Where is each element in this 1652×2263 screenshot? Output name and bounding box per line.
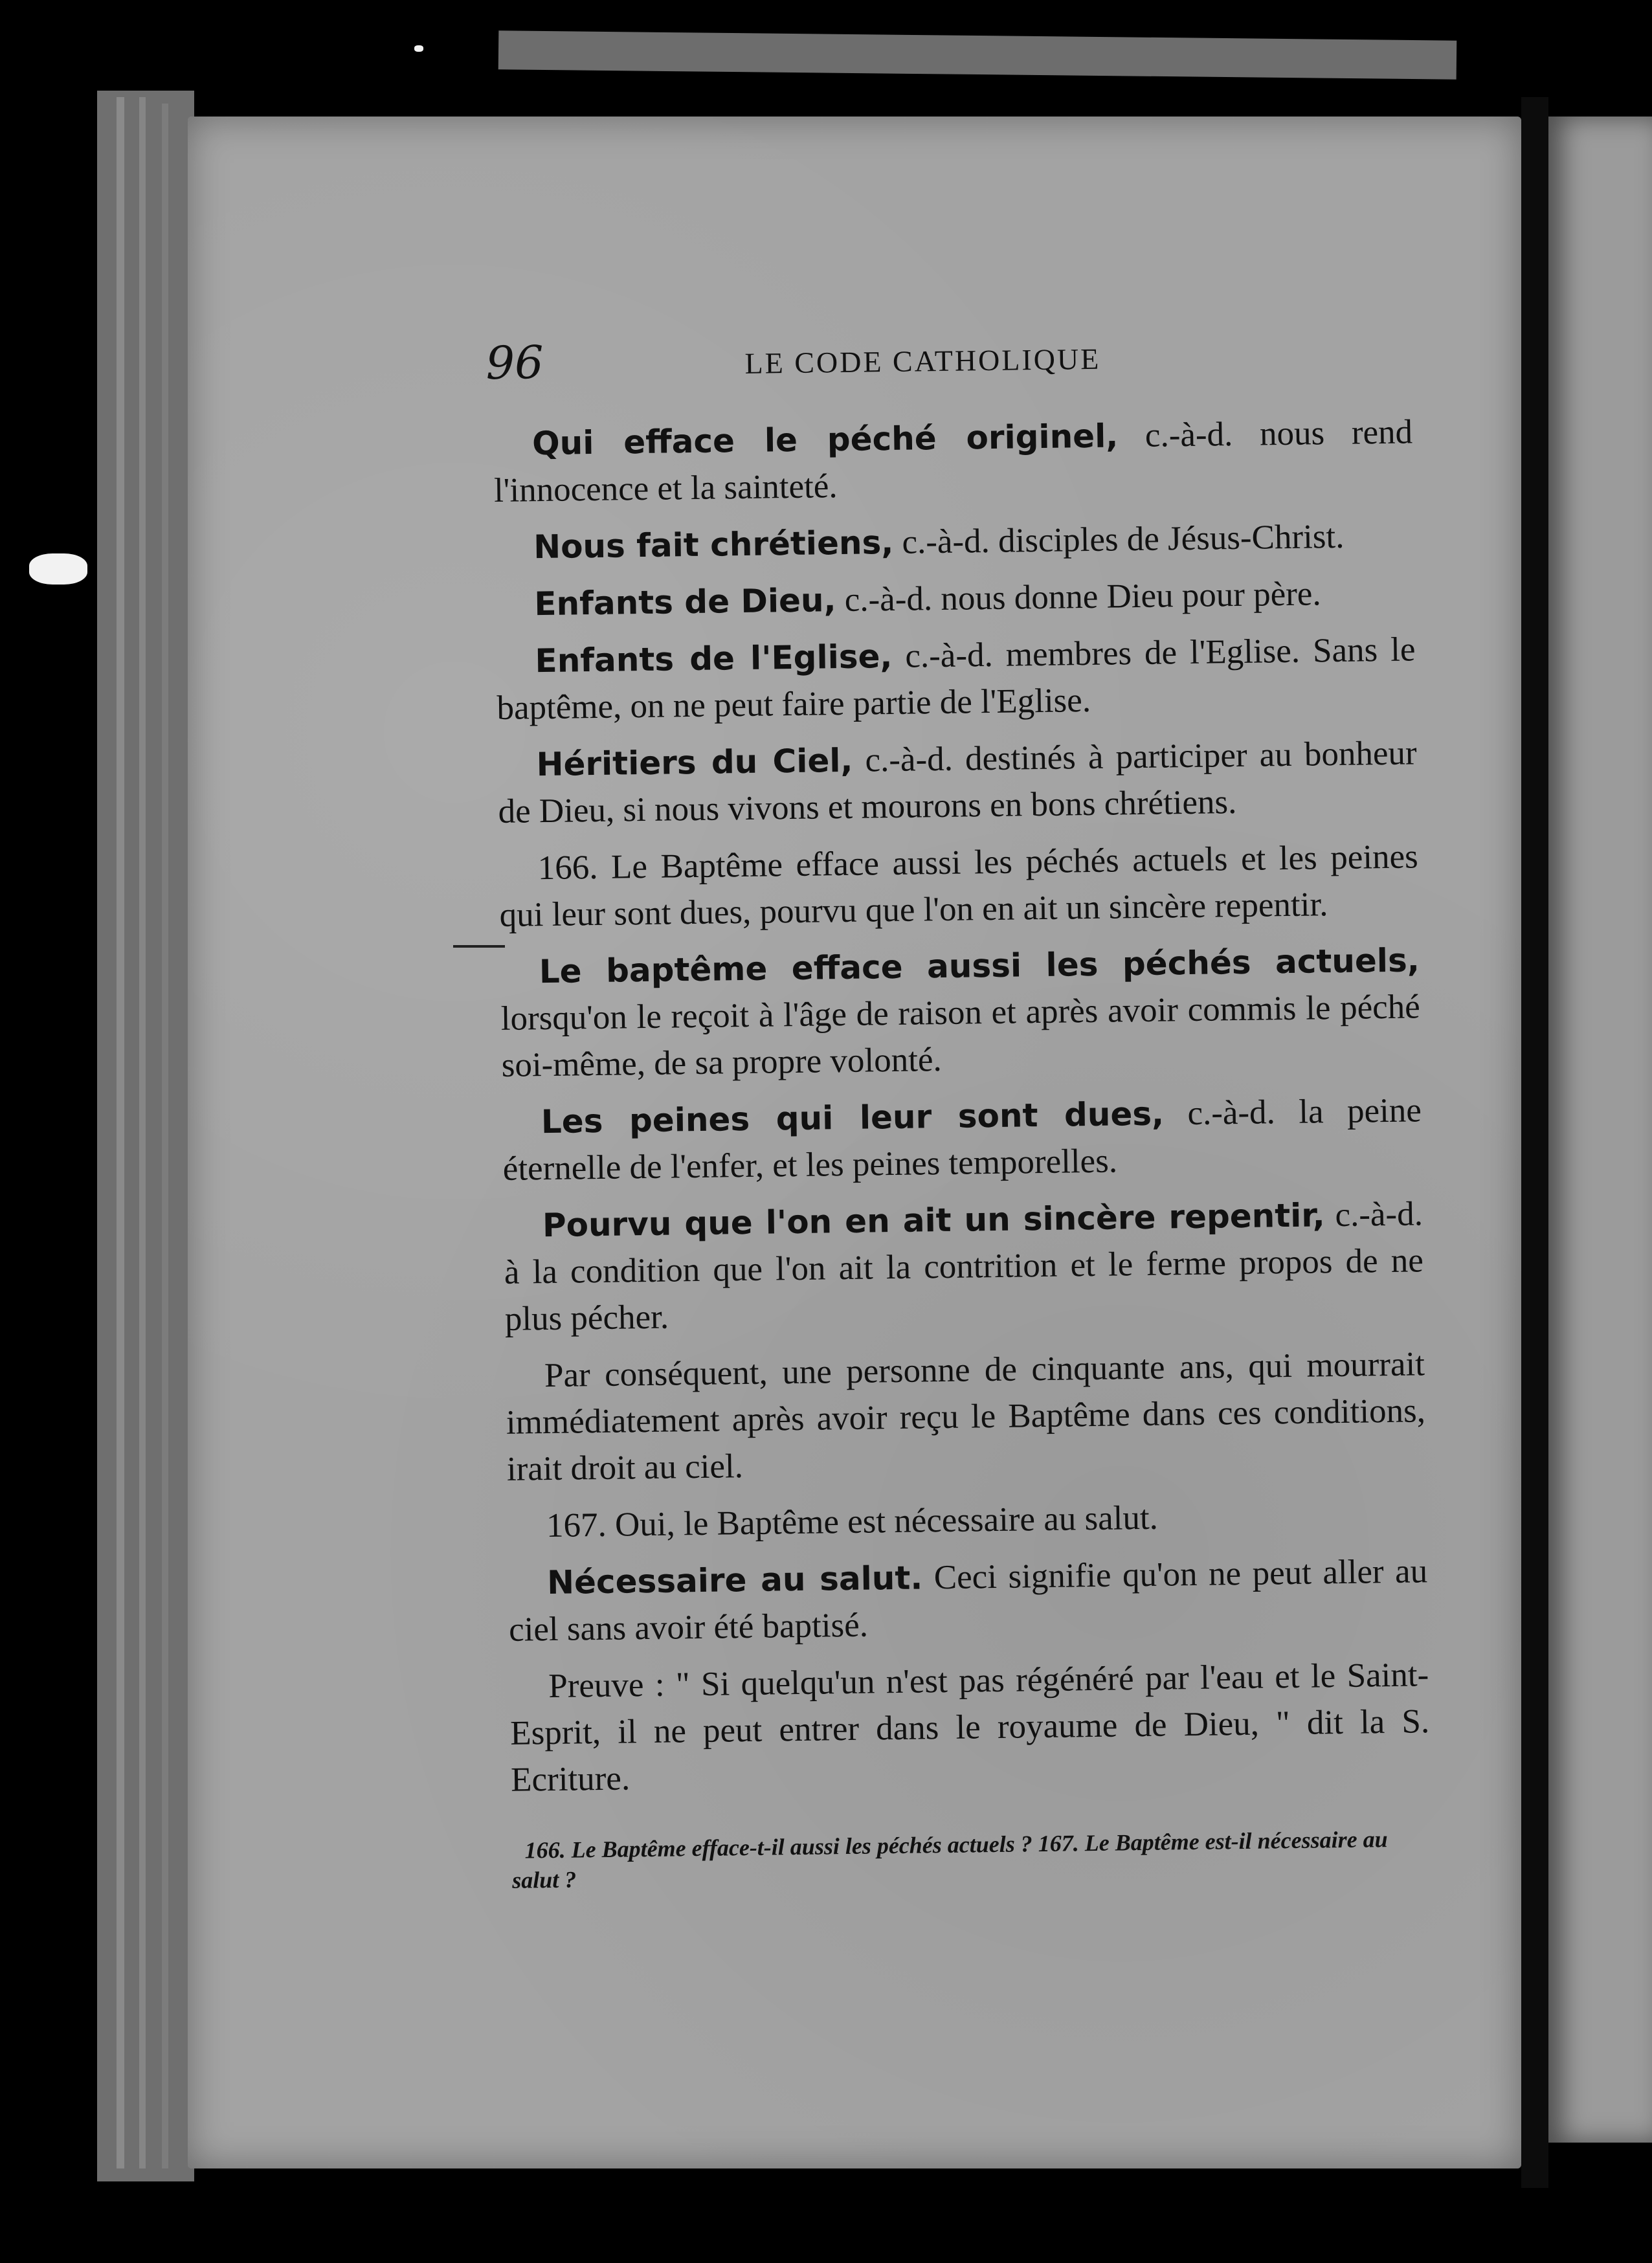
paragraph-text: c.-à-d. nous rend l'innocence et la sainteté. (493, 413, 1413, 509)
paragraph (508, 1548, 1429, 1653)
numbered-answer-166 (498, 833, 1419, 939)
paragraph-text: Par conséquent, une personne de cinquante ans, qui mourrait immédiatement après avoir reçu le Baptême dans ces conditions, irait droit au ciel. (506, 1345, 1426, 1488)
paragraph-text: c.-à-d. à la condition que l'on ait la contrition et le ferme propos de ne plus pécher. (504, 1195, 1424, 1338)
paragraph-lead: Nécessaire au salut. (546, 1559, 923, 1602)
paragraph (506, 1341, 1427, 1493)
paragraph (500, 937, 1421, 1089)
paragraph-text: Preuve : " Si quelqu'un n'est pas régénéré par l'eau et le Saint-Esprit, il ne peut entrer dans le royaume de Dieu, " dit la S. Ecriture. (509, 1656, 1430, 1799)
paragraph-text: c.-à-d. destinés à participer au bonheur de Dieu, si nous vivons et mourons en bons chrétiens. (498, 734, 1417, 831)
paragraph (497, 730, 1418, 835)
footnote-questions: 166. Le Baptême efface-t-il aussi les péchés actuels ? 167. Le Baptême est-il nécessaire au salut ? (511, 1826, 1388, 1893)
page-stack-line (162, 104, 168, 2168)
scan-speck (29, 553, 87, 585)
page-stack-line (139, 97, 146, 2168)
paragraph-lead: Pourvu que l'on en ait un sincère repentir, (542, 1196, 1326, 1245)
paragraph-lead: Héritiers du Ciel, (536, 741, 853, 784)
margin-mark (453, 945, 505, 948)
page-stack-edge (97, 91, 194, 2181)
paragraph-lead: Les peines qui leur sont dues, (541, 1095, 1165, 1141)
paragraph-lead: Nous fait chrétiens, (533, 523, 894, 566)
paragraph (493, 408, 1414, 514)
book-gutter (1521, 97, 1548, 2188)
paragraph-text: c.-à-d. membres de l'Eglise. Sans le baptême, on ne peut faire partie de l'Eglise. (497, 630, 1416, 727)
facing-page-edge (1548, 117, 1652, 2143)
paragraph-text: c.-à-d. disciples de Jésus-Christ. (893, 517, 1345, 561)
paragraph-lead: Qui efface le péché originel, (531, 417, 1119, 463)
paragraph-lead: Enfants de Dieu, (534, 581, 836, 623)
page-stack-line (117, 97, 124, 2168)
paragraph (496, 626, 1416, 731)
paragraph (509, 1651, 1431, 1803)
paragraph-lead: Le baptême efface aussi les péchés actuels, (539, 941, 1420, 991)
page-number: 96 (486, 335, 544, 390)
scan-speck (414, 45, 423, 52)
paragraph-text: lorsqu'on le reçoit à l'âge de raison et après avoir commis le péché soi-même, de sa propre volonté. (500, 988, 1421, 1084)
paragraph-text: Ceci signifie qu'on ne peut aller au ciel sans avoir été baptisé. (508, 1552, 1428, 1649)
running-title: LE CODE CATHOLIQUE (744, 342, 1101, 380)
paragraph (495, 569, 1415, 628)
paragraph-lead: Enfants de l'Eglise, (535, 637, 893, 680)
numbered-answer-167 (508, 1491, 1427, 1550)
paragraph-text: 166. Le Baptême efface aussi les péchés actuels et les peines qui leur sont dues, pourvu que l'on en ait un sincère repentir. (499, 838, 1419, 934)
paragraph-text: c.-à-d. la peine éternelle de l'enfer, et les peines temporelles. (502, 1091, 1422, 1188)
paragraph-text: c.-à-d. nous donne Dieu pour père. (836, 575, 1321, 619)
paragraph (502, 1087, 1422, 1192)
running-head (486, 324, 1412, 401)
paragraph-text: 167. Oui, le Baptême est nécessaire au salut. (546, 1499, 1159, 1545)
top-page-edge (498, 30, 1457, 79)
paragraph (504, 1190, 1425, 1343)
page-text (486, 324, 1431, 1895)
paragraph (495, 512, 1414, 571)
